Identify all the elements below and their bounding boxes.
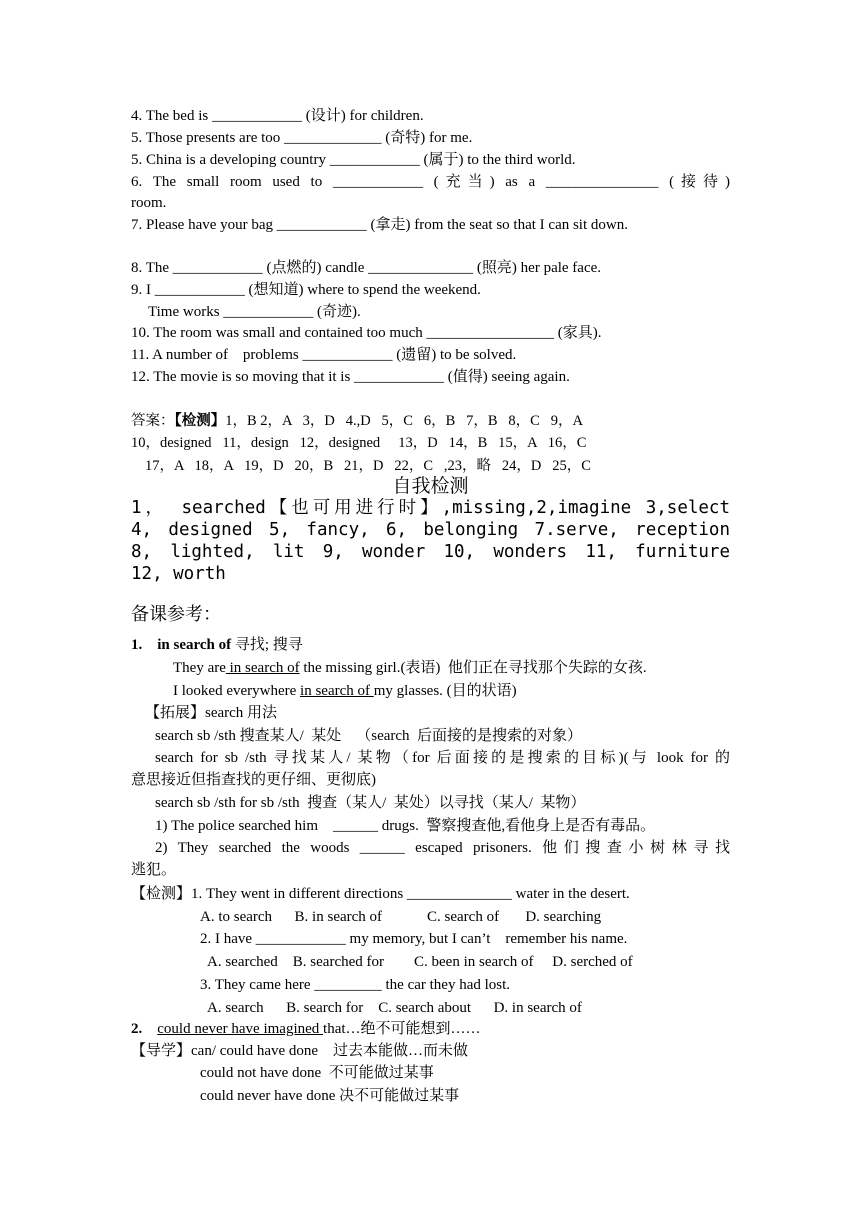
self-check-line: 4, designed 5, fancy, 6, belonging 7.serve, reception — [131, 520, 730, 540]
answer-line: 10，designed 11，design 12，designed 13，D 14，B 15，A 16，C — [131, 435, 587, 451]
prep-item: 1. in search of 寻找; 搜寻 — [131, 637, 303, 653]
prep-item: 2. could never have imagined that…绝不可能想到…… — [131, 1021, 481, 1037]
quiz-options: A. searched B. searched for C. been in search of D. serched of — [207, 954, 633, 970]
exercise-line: Time works ____________ (奇迹). — [148, 304, 361, 320]
item-term: in search of — [157, 637, 232, 653]
exercise-line: 5. China is a developing country ____________ (属于) to the third world. — [131, 152, 576, 168]
item-number: 1. — [131, 637, 143, 653]
guide-line: 【导学】can/ could have done 过去本能做…而未做 — [131, 1043, 469, 1059]
extension-line: 2) They searched the woods ______ escaped prisoners. 他们搜查小树林寻找 — [155, 840, 730, 856]
extension-line: search sb /sth for sb /sth 搜查（某人/ 某处）以寻找（某人/ 某物） — [155, 795, 586, 811]
extension-line: search sb /sth 搜查某人/ 某处 （search 后面接的是搜索的对象） — [155, 728, 583, 744]
example-line: They are in search of the missing girl.(表语) 他们正在寻找那个失踪的女孩. — [173, 660, 647, 676]
exercise-line: 10. The room was small and contained too much _________________ (家具). — [131, 325, 602, 341]
quiz-line: 3. They came here _________ the car they had lost. — [200, 977, 511, 993]
quiz-options: A. to search B. in search of C. search of D. searching — [200, 909, 602, 925]
item-number: 2. — [131, 1021, 143, 1037]
self-check-line: 8, lighted, lit 9, wonder 10, wonders 11, furniture — [131, 542, 730, 562]
guide-title: 【导学】 — [131, 1043, 192, 1059]
self-check-line: 1， searched【也可用进行时】,missing,2,imagine 3,select — [131, 498, 730, 518]
extension-line: 逃犯。 — [131, 862, 177, 878]
quiz-line: 【检测】1. They went in different directions ______________ water in the desert. — [131, 886, 630, 902]
extension-line: 1) The police searched him ______ drugs. 警察搜查他,看他身上是否有毒品。 — [155, 818, 656, 834]
guide-line: could not have done 不可能做过某事 — [200, 1065, 434, 1081]
exercise-line: 5. Those presents are too _____________ (奇特) for me. — [131, 130, 473, 146]
self-check-title: 自我检测 — [392, 475, 469, 497]
exercise-line: 4. The bed is ____________ (设计) for children. — [131, 108, 424, 124]
exercise-line: 6. The small room used to ____________ (充当) as a _______________ (接待) — [131, 174, 730, 190]
exercise-line: 7. Please have your bag ____________ (拿走) from the seat so that I can sit down. — [131, 217, 628, 233]
extension-line: 意思接近但指查找的更仔细、更彻底) — [131, 772, 376, 788]
extension-title: 【拓展】search 用法 — [145, 705, 278, 721]
answer-line — [131, 411, 583, 431]
answer-prefix: 答案： — [131, 413, 175, 429]
answer-bold-label: 【检测】 — [174, 413, 226, 429]
answer-line: 17，A 18，A 19，D 20，B 21，D 22，C ,23，略 24，D 25，C — [145, 458, 591, 474]
quiz-line: 2. I have ____________ my memory, but I can’t remember his name. — [200, 931, 628, 947]
exercise-line: room. — [131, 195, 167, 211]
exercise-line: 12. The movie is so moving that it is ____________ (值得) seeing again. — [131, 369, 570, 385]
exercise-line: 8. The ____________ (点燃的) candle ______________ (照亮) her pale face. — [131, 260, 602, 276]
exercise-line: 9. I ____________ (想知道) where to spend the weekend. — [131, 282, 481, 298]
extension-line: search for sb /sth 寻找某人/ 某物（for 后面接的是搜索的目标)(与 look for 的 — [155, 750, 730, 766]
guide-line: could never have done 决不可能做过某事 — [200, 1088, 460, 1104]
answer-text: 1，B 2，A 3，D 4.,D 5，C 6，B 7，B 8，C 9，A — [225, 413, 583, 429]
exercise-line: 11. A number of problems ____________ (遗留) to be solved. — [131, 347, 517, 363]
prep-heading: 备课参考： — [131, 604, 221, 625]
self-check-line: 12, worth — [131, 564, 226, 584]
item-term: could never have imagined — [157, 1021, 324, 1037]
quiz-options: A. search B. search for C. search about D. in search of — [207, 1000, 582, 1016]
example-line: I looked everywhere in search of my glasses. (目的状语) — [173, 683, 517, 699]
quiz-title: 【检测】 — [131, 886, 192, 902]
